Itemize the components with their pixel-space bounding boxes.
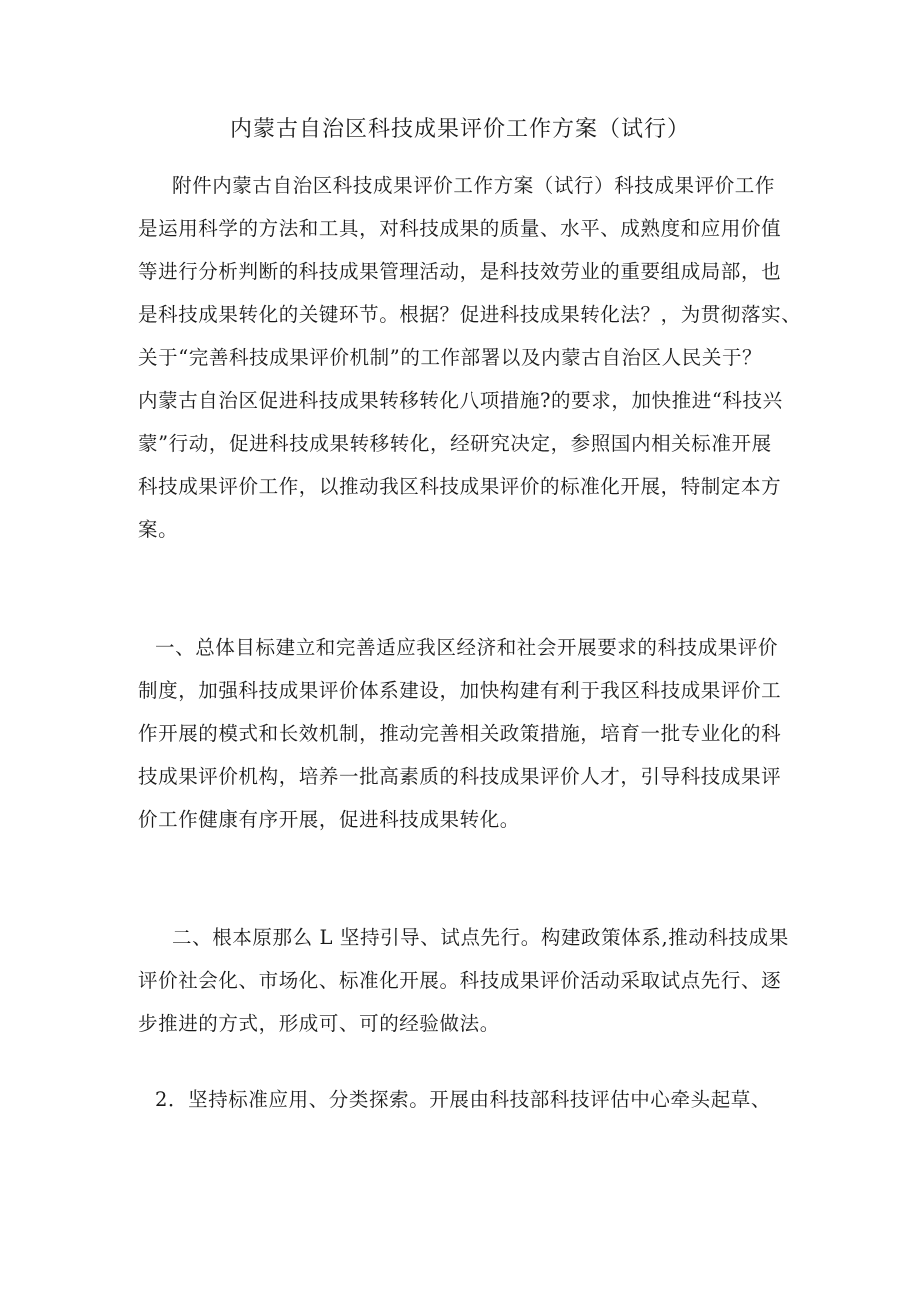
section2-line: 二、根本原那么 L 坚持引导、试点先行。构建政策体系,推动科技成果 (172, 926, 789, 949)
intro-line: 是科技成果转化的关键环节。根据？促进科技成果转化法？，为贯彻落实、 (138, 303, 802, 326)
section1-line: 制度，加强科技成果评价体系建设，加快构建有利于我区科技成果评价工 (138, 679, 782, 702)
section1-line: 技成果评价机构，培养一批高素质的科技成果评价人才，引导科技成果评 (138, 765, 782, 788)
section1-line: 一、总体目标建立和完善适应我区经济和社会开展要求的科技成果评价 (155, 636, 779, 659)
document-title: 内蒙古自治区科技成果评价工作方案（试行） (229, 117, 690, 142)
intro-line: 蒙”行动，促进科技成果转移转化，经研究决定，参照国内相关标准开展 (138, 432, 772, 455)
intro-line: 关于“完善科技成果评价机制”的工作部署以及内蒙古自治区人民关于？ (138, 346, 763, 369)
section2-line: 步推进的方式，形成可、可的经验做法。 (138, 1012, 500, 1035)
intro-line: 等进行分析判断的科技成果管理活动，是科技效劳业的重要组成局部，也 (138, 260, 782, 283)
intro-line: 科技成果评价工作，以推动我区科技成果评价的标准化开展，特制定本方 (138, 475, 782, 498)
intro-line: 内蒙古自治区促进科技成果转移转化八项措施?的要求，加快推进“科技兴 (138, 389, 783, 412)
section2-line: 评价社会化、市场化、标准化开展。科技成果评价活动采取试点先行、逐 (138, 969, 782, 992)
item2-line: 2．坚持标准应用、分类探索。开展由科技部科技评估中心牵头起草、 (155, 1088, 772, 1111)
intro-line: 是运用科学的方法和工具，对科技成果的质量、水平、成熟度和应用价值 (138, 217, 782, 240)
section1-line: 价工作健康有序开展，促进科技成果转化。 (138, 808, 520, 831)
intro-line: 案。 (138, 518, 179, 541)
intro-line: 附件内蒙古自治区科技成果评价工作方案（试行）科技成果评价工作 (172, 174, 776, 197)
section1-line: 作开展的模式和长效机制，推动完善相关政策措施，培育一批专业化的科 (138, 722, 782, 745)
